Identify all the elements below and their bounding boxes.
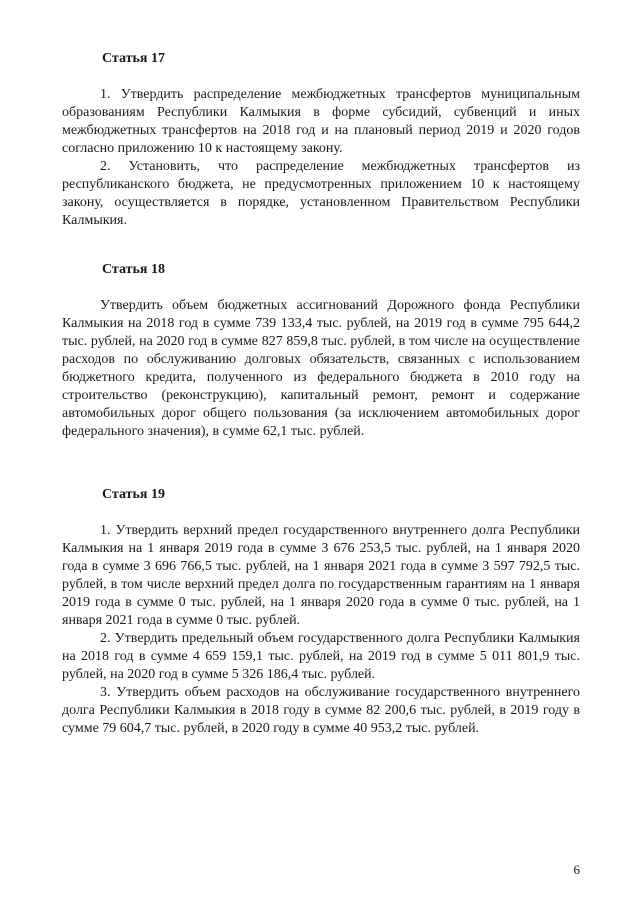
article-heading: Статья 19	[102, 487, 165, 502]
article-paragraph: 3. Утвердить объем расходов на обслуживание государственного внутреннего долга Республики Калмыкия в 2018 году в сумме 82 200,6 тыс. рублей, в 2019 году в сумме 79 604,7 тыс. рублей, в 2020 году в сумме 40 953,2 тыс. рублей.	[62, 685, 580, 736]
article-17	[62, 50, 580, 230]
article-19	[62, 486, 580, 738]
article-paragraph: Утвердить объем бюджетных ассигнований Дорожного фонда Республики Калмыкия на 2018 год в сумме 739 133,4 тыс. рублей, на 2019 год в сумме 795 644,2 тыс. рублей, на 2020 год в сумме 827 859,8 тыс. рублей, в том числе на осуществление расходов по обслуживанию долговых обязательств, связанных с использованием бюджетного кредита, полученного из федерального бюджета в 2010 году на строительство (реконструкцию), капитальный ремонт, ремонт и содержание автомобильных дорог общего пользования (за исключением автомобильных дорог федерального значения), в сумме 62,1 тыс. рублей.	[62, 298, 580, 439]
article-paragraph: 2. Утвердить предельный объем государственного долга Республики Калмыкия на 2018 год в сумме 4 659 159,1 тыс. рублей, на 2019 год в сумме 5 011 801,9 тыс. рублей, на 2020 год в сумме 5 326 186,4 тыс. рублей.	[62, 631, 580, 682]
article-paragraph: 1. Утвердить распределение межбюджетных трансфертов муниципальным образованиям Республики Калмыкия в форме субсидий, субвенций и иных межбюджетных трансфертов на 2018 год и на плановый период 2019 и 2020 годов согласно приложению 10 к настоящему закону.	[62, 87, 580, 156]
article-heading: Статья 17	[102, 51, 165, 66]
article-18	[62, 261, 580, 441]
page-number: 6	[573, 862, 580, 877]
document-page	[62, 0, 580, 905]
article-paragraph: 2. Установить, что распределение межбюджетных трансфертов из республиканского бюджета, не предусмотренных приложением 10 к настоящему закону, осуществляется в порядке, установленном Правительством Республики Калмыкия.	[62, 159, 580, 228]
article-paragraph: 1. Утвердить верхний предел государственного внутреннего долга Республики Калмыкия на 1 января 2019 года в сумме 3 676 253,5 тыс. рублей, на 1 января 2020 года в сумме 3 696 766,5 тыс. рублей, на 1 января 2021 года в сумме 3 597 792,5 тыс. рублей, в том числе верхний предел долга по государственным гарантиям на 1 января 2019 года в сумме 0 тыс. рублей, на 1 января 2020 года в сумме 0 тыс. рублей, на 1 января 2021 года в сумме 0 тыс. рублей.	[62, 523, 580, 628]
article-heading: Статья 18	[102, 262, 165, 277]
